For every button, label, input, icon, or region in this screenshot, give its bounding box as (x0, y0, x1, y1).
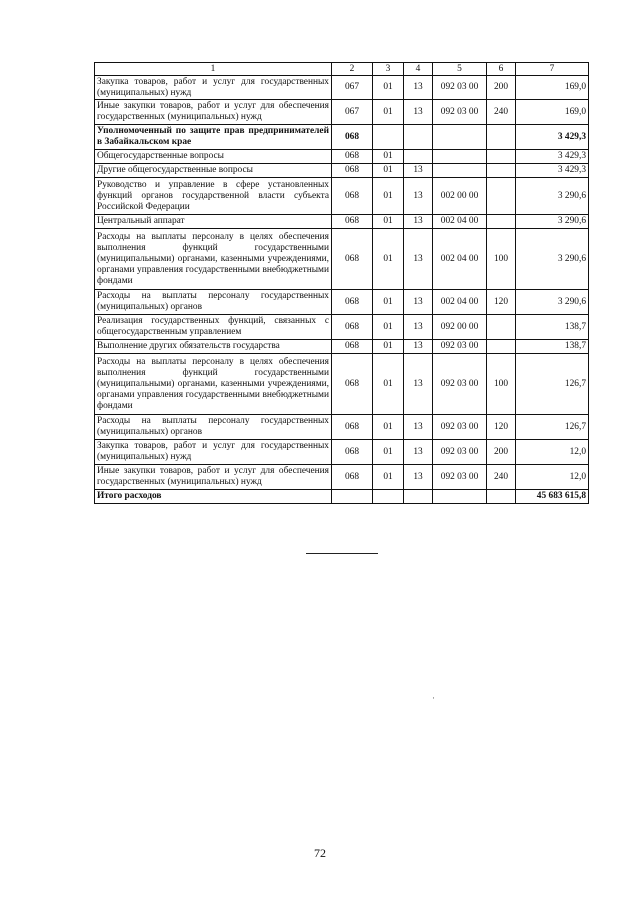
cell-section: 01 (373, 76, 404, 100)
cell-amount: 3 429,3 (516, 150, 589, 164)
header-cell: 3 (373, 63, 404, 76)
cell-target-article: 092 03 00 (433, 415, 487, 440)
cell-section: 01 (373, 440, 404, 465)
cell-section: 01 (373, 100, 404, 125)
cell-ministry-code: 068 (332, 164, 373, 178)
cell-section: 01 (373, 415, 404, 440)
table-row (95, 125, 589, 150)
cell-expense-type (487, 178, 516, 215)
table-row (95, 215, 589, 229)
cell-expense-type (487, 164, 516, 178)
cell-expense-type (487, 150, 516, 164)
table-row (95, 354, 589, 415)
table-row (95, 164, 589, 178)
cell-amount: 3 429,3 (516, 125, 589, 150)
cell-subsection: 13 (404, 440, 433, 465)
cell-amount: 12,0 (516, 465, 589, 490)
table-row (95, 290, 589, 315)
separator-line (306, 553, 378, 554)
row-name: Реализация государственных функций, связанных с общегосударственным управлением (95, 315, 332, 340)
cell-amount: 138,7 (516, 340, 589, 354)
cell-target-article (433, 164, 487, 178)
row-name: Руководство и управление в сфере установленных функций органов государственной власти субъекта Российской Федерации (95, 178, 332, 215)
cell-amount: 169,0 (516, 76, 589, 100)
cell-expense-type (487, 125, 516, 150)
table-row (95, 440, 589, 465)
cell-subsection: 13 (404, 100, 433, 125)
cell-subsection: 13 (404, 465, 433, 490)
row-name: Закупка товаров, работ и услуг для государственных (муниципальных) нужд (95, 76, 332, 100)
row-name: Выполнение других обязательств государства (95, 340, 332, 354)
row-name: Общегосударственные вопросы (95, 150, 332, 164)
cell-amount: 3 290,6 (516, 215, 589, 229)
cell-section: 01 (373, 229, 404, 290)
cell-ministry-code: 068 (332, 315, 373, 340)
cell-ministry-code: 067 (332, 100, 373, 125)
table-row (95, 465, 589, 490)
cell-target-article: 092 03 00 (433, 100, 487, 125)
cell-target-article: 002 00 00 (433, 178, 487, 215)
cell-section: 01 (373, 354, 404, 415)
cell-expense-type: 240 (487, 100, 516, 125)
row-name: Другие общегосударственные вопросы (95, 164, 332, 178)
empty-cell (373, 490, 404, 504)
cell-target-article: 002 04 00 (433, 215, 487, 229)
cell-subsection (404, 125, 433, 150)
cell-subsection: 13 (404, 415, 433, 440)
empty-cell (332, 490, 373, 504)
row-name: Закупка товаров, работ и услуг для государственных (муниципальных) нужд (95, 440, 332, 465)
total-label: Итого расходов (95, 490, 332, 504)
cell-amount: 3 290,6 (516, 178, 589, 215)
cell-expense-type: 100 (487, 354, 516, 415)
cell-amount: 3 290,6 (516, 229, 589, 290)
cell-section: 01 (373, 164, 404, 178)
cell-subsection: 13 (404, 164, 433, 178)
total-row (95, 490, 589, 504)
cell-ministry-code: 068 (332, 440, 373, 465)
cell-expense-type: 120 (487, 290, 516, 315)
cell-subsection: 13 (404, 315, 433, 340)
cell-expense-type (487, 315, 516, 340)
cell-target-article: 092 00 00 (433, 315, 487, 340)
table-row (95, 415, 589, 440)
table-row (95, 100, 589, 125)
cell-section: 01 (373, 465, 404, 490)
cell-ministry-code: 068 (332, 465, 373, 490)
cell-ministry-code: 067 (332, 76, 373, 100)
row-name: Иные закупки товаров, работ и услуг для обеспечения государственных (муниципальных) нужд (95, 465, 332, 490)
table-row (95, 178, 589, 215)
table-row (95, 76, 589, 100)
cell-target-article: 092 03 00 (433, 76, 487, 100)
cell-target-article: 092 03 00 (433, 465, 487, 490)
cell-ministry-code: 068 (332, 150, 373, 164)
header-cell: 5 (433, 63, 487, 76)
total-amount: 45 683 615,8 (516, 490, 589, 504)
table-header-row (95, 63, 589, 76)
cell-target-article (433, 125, 487, 150)
cell-subsection (404, 150, 433, 164)
row-name: Уполномоченный по защите прав предпринимателей в Забайкальском крае (95, 125, 332, 150)
cell-ministry-code: 068 (332, 415, 373, 440)
cell-ministry-code: 068 (332, 215, 373, 229)
cell-section: 01 (373, 215, 404, 229)
cell-amount: 3 429,3 (516, 164, 589, 178)
cell-ministry-code: 068 (332, 354, 373, 415)
cell-subsection: 13 (404, 354, 433, 415)
cell-target-article: 092 03 00 (433, 340, 487, 354)
cell-target-article: 092 03 00 (433, 440, 487, 465)
cell-ministry-code: 068 (332, 229, 373, 290)
empty-cell (433, 490, 487, 504)
row-name: Расходы на выплаты персоналу государственных (муниципальных) органов (95, 290, 332, 315)
table-row (95, 340, 589, 354)
cell-section: 01 (373, 290, 404, 315)
cell-expense-type: 100 (487, 229, 516, 290)
table-row (95, 150, 589, 164)
cell-expense-type (487, 340, 516, 354)
cell-amount: 126,7 (516, 415, 589, 440)
cell-section (373, 125, 404, 150)
cell-section: 01 (373, 178, 404, 215)
page-number: 72 (314, 846, 326, 860)
cell-subsection: 13 (404, 76, 433, 100)
cell-expense-type: 240 (487, 465, 516, 490)
cell-amount: 169,0 (516, 100, 589, 125)
cell-ministry-code: 068 (332, 178, 373, 215)
cell-ministry-code: 068 (332, 340, 373, 354)
cell-subsection: 13 (404, 290, 433, 315)
scan-speck: · (432, 693, 435, 703)
table-row (95, 229, 589, 290)
table-row (95, 315, 589, 340)
cell-target-article (433, 150, 487, 164)
cell-amount: 3 290,6 (516, 290, 589, 315)
cell-subsection: 13 (404, 229, 433, 290)
cell-amount: 126,7 (516, 354, 589, 415)
table-body (95, 76, 589, 504)
header-cell: 1 (95, 63, 332, 76)
cell-ministry-code: 068 (332, 290, 373, 315)
cell-target-article: 092 03 00 (433, 354, 487, 415)
cell-expense-type: 200 (487, 76, 516, 100)
cell-subsection: 13 (404, 340, 433, 354)
budget-table (94, 62, 589, 504)
cell-expense-type: 200 (487, 440, 516, 465)
cell-amount: 12,0 (516, 440, 589, 465)
row-name: Иные закупки товаров, работ и услуг для обеспечения государственных (муниципальных) нужд (95, 100, 332, 125)
cell-ministry-code: 068 (332, 125, 373, 150)
header-cell: 6 (487, 63, 516, 76)
row-name: Центральный аппарат (95, 215, 332, 229)
header-cell: 2 (332, 63, 373, 76)
cell-expense-type (487, 215, 516, 229)
empty-cell (487, 490, 516, 504)
row-name: Расходы на выплаты персоналу в целях обеспечения выполнения функций государственными (муниципальными) органами, казенными учреждениями, органами управления государственными внебюджетными фондами (95, 354, 332, 415)
cell-section: 01 (373, 340, 404, 354)
cell-section: 01 (373, 150, 404, 164)
cell-target-article: 002 04 00 (433, 229, 487, 290)
cell-section: 01 (373, 315, 404, 340)
row-name: Расходы на выплаты персоналу государственных (муниципальных) органов (95, 415, 332, 440)
header-cell: 4 (404, 63, 433, 76)
cell-target-article: 002 04 00 (433, 290, 487, 315)
header-cell: 7 (516, 63, 589, 76)
cell-subsection: 13 (404, 178, 433, 215)
cell-amount: 138,7 (516, 315, 589, 340)
row-name: Расходы на выплаты персоналу в целях обеспечения выполнения функций государственными (муниципальными) органами, казенными учреждениями, органами управления государственными внебюджетными фондами (95, 229, 332, 290)
cell-expense-type: 120 (487, 415, 516, 440)
cell-subsection: 13 (404, 215, 433, 229)
empty-cell (404, 490, 433, 504)
